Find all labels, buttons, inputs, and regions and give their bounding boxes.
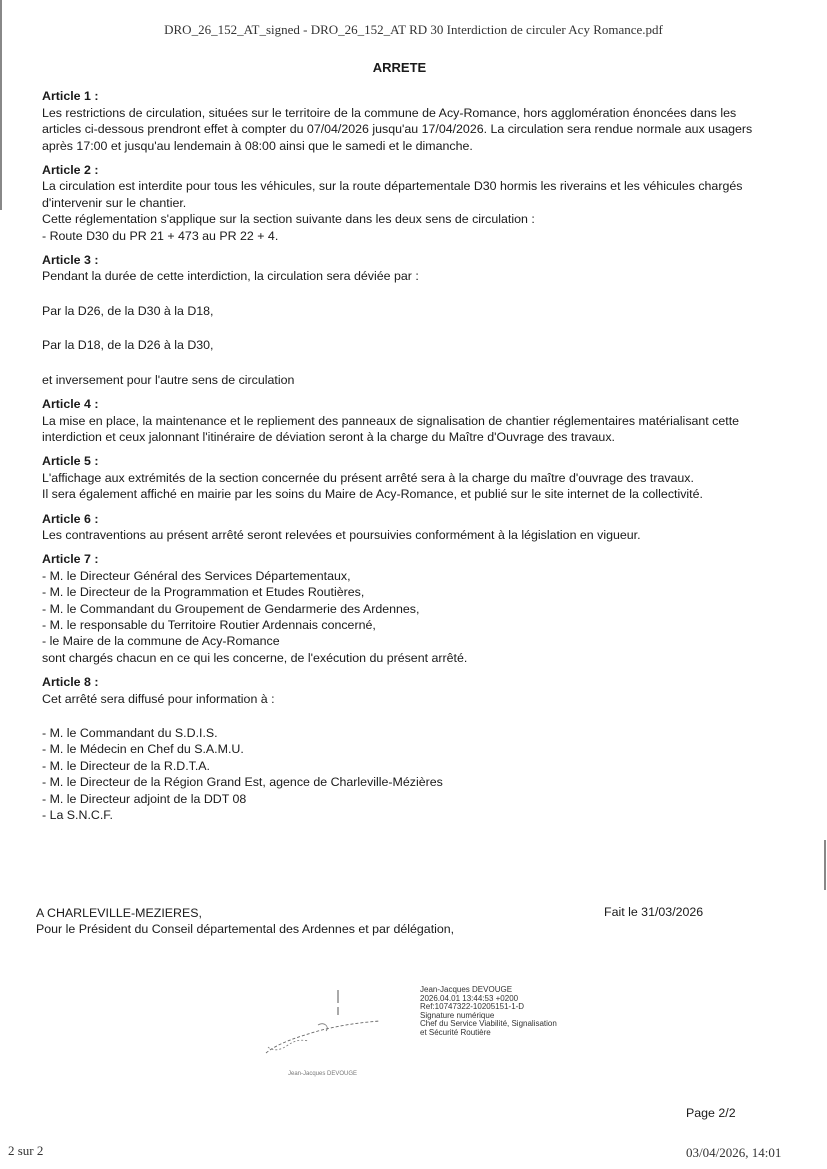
article-6: [42, 511, 757, 544]
article-title: Article 6 :: [42, 511, 99, 526]
article-2: [42, 162, 757, 244]
article-text: L'affichage aux extrémités de la section concernée du présent arrêté sera à la charge du maître d'ouvrage des travaux.: [42, 470, 694, 485]
document-title: ARRETE: [372, 60, 427, 75]
list-item: - M. le responsable du Territoire Routier Ardennais concerné,: [42, 617, 376, 632]
signer-role: Chef du Service Viabilité, Signalisation: [420, 1019, 557, 1029]
closing-delegation: Pour le Président du Conseil départemental des Ardennes et par délégation,: [36, 922, 455, 937]
article-text: Les restrictions de circulation, situées sur le territoire de la commune de Acy-Romance, hors agglomération énoncées dans les articles ci-dessous prendront effet à compter du 07/04/2026 jusqu'au 17/04/2026. La circulation sera rendue normale aux usagers après 17:00 et jusqu'au lendemain à 08:00 ainsi que le samedi et le dimanche.: [42, 105, 753, 153]
digital-signature-block: [420, 986, 557, 1038]
list-item: - le Maire de la commune de Acy-Romance: [42, 634, 280, 649]
list-item: - M. le Médecin en Chef du S.A.M.U.: [42, 742, 244, 757]
article-5: [42, 453, 757, 502]
article-4: [42, 396, 757, 445]
list-item: sont chargés chacun en ce qui les concerne, de l'exécution du présent arrêté.: [42, 650, 468, 665]
article-text: - Route D30 du PR 21 + 473 au PR 22 + 4.: [42, 228, 279, 243]
handwritten-signature: [258, 985, 408, 1080]
list-item: - M. le Directeur de la Programmation et Etudes Routières,: [42, 585, 365, 600]
document-body: [42, 60, 757, 831]
detour-route: Par la D18, de la D26 à la D30,: [42, 338, 214, 353]
article-text: Les contraventions au présent arrêté seront relevées et poursuivies conformément à la législation en vigueur.: [42, 527, 641, 542]
signed-date: Fait le 31/03/2026: [604, 905, 704, 919]
signature-caption: Jean-Jacques DEVOUGE: [288, 1071, 358, 1077]
list-item: - M. le Directeur adjoint de la DDT 08: [42, 791, 247, 806]
article-title: Article 1 :: [42, 89, 99, 104]
article-7: [42, 551, 757, 666]
print-footer-pages: 2 sur 2: [8, 1143, 44, 1158]
article-text: La mise en place, la maintenance et le repliement des panneaux de signalisation de chantier réglementaires matérialisant cette interdiction et ceux jalonnant l'itinéraire de déviation seront à la charge du Maître d'Ouvrage des travaux.: [42, 413, 740, 444]
closing-place: A CHARLEVILLE-MEZIERES,: [36, 906, 202, 920]
article-text: Cet arrêté sera diffusé pour information à :: [42, 691, 275, 706]
article-text: Pendant la durée de cette interdiction, la circulation sera déviée par :: [42, 269, 419, 284]
signature-type: Signature numérique: [420, 1010, 495, 1020]
page-number: Page 2/2: [686, 1106, 736, 1120]
article-3: [42, 252, 757, 388]
distribution-list: [42, 725, 757, 823]
article-title: Article 5 :: [42, 454, 99, 469]
article-text: Il sera également affiché en mairie par les soins du Maire de Acy-Romance, et publié sur le site internet de la collectivité.: [42, 487, 703, 502]
article-1: [42, 88, 757, 154]
signature-timestamp: 2026.04.01 13:44:53 +0200: [420, 993, 519, 1003]
article-title: Article 2 :: [42, 163, 99, 178]
article-title: Article 3 :: [42, 253, 99, 268]
signer-name: Jean-Jacques DEVOUGE: [420, 985, 513, 994]
article-title: Article 7 :: [42, 552, 99, 567]
article-8: [42, 674, 757, 823]
print-header-filename: DRO_26_152_AT_signed - DRO_26_152_AT RD 30 Interdiction de circuler Acy Romance.pdf: [164, 22, 663, 37]
detour-route: Par la D26, de la D30 à la D18,: [42, 303, 214, 318]
signer-role: et Sécurité Routière: [420, 1027, 491, 1037]
print-footer-datetime: 03/04/2026, 14:01: [686, 1145, 782, 1160]
article-title: Article 4 :: [42, 397, 99, 412]
signature-ref: Ref:10747322-10205151-1-D: [420, 1002, 525, 1012]
article-title: Article 8 :: [42, 675, 99, 690]
list-item: - La S.N.C.F.: [42, 808, 113, 823]
article-text: La circulation est interdite pour tous les véhicules, sur la route départementale D30 hormis les riverains et les véhicules chargés d'intervenir sur le chantier.: [42, 179, 743, 210]
article-text: et inversement pour l'autre sens de circulation: [42, 372, 295, 387]
list-item: - M. le Directeur Général des Services Départementaux,: [42, 568, 351, 583]
scan-edge-mark: [824, 840, 826, 890]
list-item: - M. le Commandant du S.D.I.S.: [42, 726, 218, 740]
article-text: Cette réglementation s'applique sur la section suivante dans les deux sens de circulation :: [42, 212, 535, 227]
signature-scribble-icon: [258, 985, 408, 1080]
list-item: - M. le Directeur de la R.D.T.A.: [42, 758, 211, 773]
list-item: - M. le Directeur de la Région Grand Est, agence de Charleville-Mézières: [42, 775, 443, 790]
list-item: - M. le Commandant du Groupement de Gendarmerie des Ardennes,: [42, 601, 420, 616]
responsible-list: [42, 568, 757, 666]
